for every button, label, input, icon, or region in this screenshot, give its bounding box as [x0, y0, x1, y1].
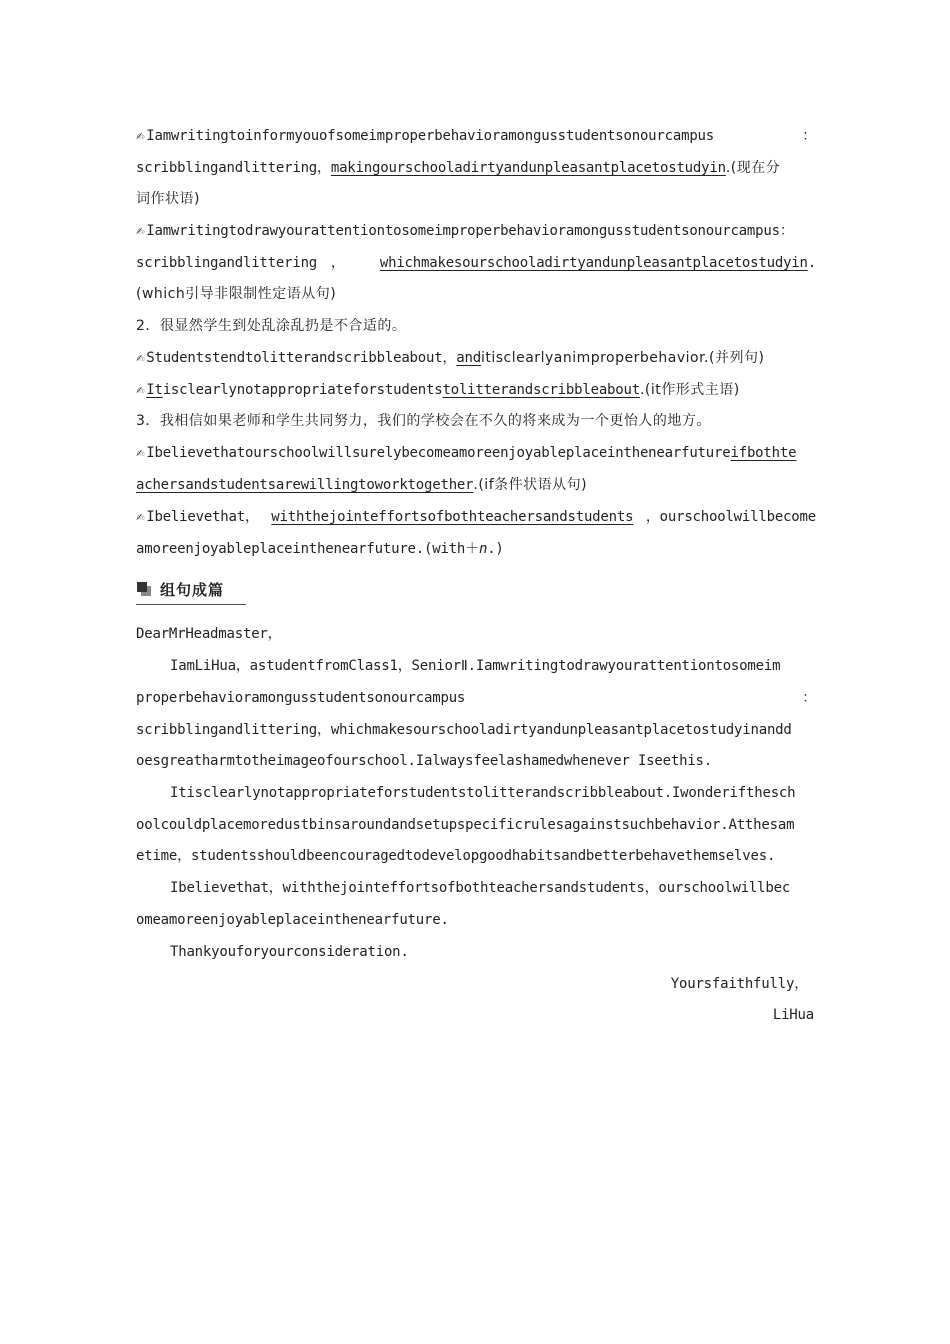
letter-text: properbehavioramongusstudentsonourcampus	[136, 690, 466, 706]
underlined-phrase: withthejointeffortsofbothteachersandstudents	[271, 509, 634, 525]
sentence-2a	[136, 348, 816, 368]
sentence-1a-line-2	[136, 158, 816, 178]
colon: ：	[802, 128, 816, 144]
sentence-text: scribblingandlittering，	[136, 160, 331, 176]
letter-p2-line-2: oolcouldplacemoredustbinsaroundandsetupspecificrulesagainstsuchbehavior.Atthesam	[136, 817, 795, 833]
sentence-text: ，ourschoolwillbecome	[645, 509, 816, 525]
pen-icon: ✍	[136, 223, 145, 239]
sentence-1a-line-1	[136, 126, 816, 146]
underlined-phrase: It	[146, 382, 163, 398]
sentence-2b	[136, 380, 816, 400]
underlined-phrase: tolitterandscribbleabout	[442, 382, 640, 398]
sentence-end: .	[807, 255, 816, 271]
pen-icon: ✍	[136, 509, 145, 525]
sentence-1b-line-2	[136, 253, 816, 273]
sentence-text: isclearlynotappropriateforstudents	[162, 382, 443, 398]
letter-p1-line-3: scribblingandlittering，whichmakesourschooladirtyandunpleasantplacetostudyinandd	[136, 722, 792, 738]
sentence-text: Ibelievethat，	[146, 509, 259, 525]
colon: ：	[802, 690, 816, 706]
letter-salutation: DearMrHeadmaster，	[136, 626, 282, 642]
sentence-1b-line-1	[136, 221, 816, 241]
letter-p1-line-2	[136, 688, 816, 708]
sentence-3b-line-1	[136, 507, 816, 527]
letter-closing: Yoursfaithfully，	[670, 976, 808, 992]
sentence-1b-line-3: (which引导非限制性定语从句)	[136, 286, 337, 302]
underlined-phrase: achersandstudentsarewillingtoworktogether	[136, 477, 474, 493]
letter-p1-line-4: oesgreatharmtotheimageofourschool.Ialwaysfeelashamedwhenever Iseethis.	[136, 753, 713, 769]
sentence-text: itisclearlyanimproperbehavior.(并列句)	[480, 350, 765, 366]
section-heading	[136, 578, 246, 605]
letter-p4: Thankyouforyourconsideration.	[170, 944, 409, 960]
underlined-phrase: makingourschooladirtyandunpleasantplacetostudyin	[330, 160, 726, 176]
sentence-text: amoreenjoyableplaceinthenearfuture.(with＋	[136, 541, 479, 557]
underlined-phrase: and	[456, 350, 481, 366]
sentence-1a-line-3: 词作状语)	[136, 191, 200, 207]
sentence-text: Ibelievethatourschoolwillsurelybecomeamoreenjoyableplaceinthenearfuture	[146, 445, 731, 461]
section-title: 组句成篇	[160, 581, 225, 599]
sentence-text: Studentstendtolitterandscribbleabout，	[146, 350, 457, 366]
sentence-3a-line-2	[136, 475, 816, 495]
grammar-note: .(现在分	[725, 160, 781, 176]
sentence-1a-text: Iamwritingtoinformyouofsomeimproperbehavioramongusstudentsonourcampus	[146, 128, 715, 144]
question-2: 2．很显然学生到处乱涂乱扔是不合适的。	[136, 318, 407, 334]
letter-p2-line-3: etime，studentsshouldbeencouragedtodevelopgoodhabitsandbetterbehavethemselves.	[136, 848, 776, 864]
sentence-3b-line-2	[136, 539, 816, 559]
letter-signature: LiHua	[772, 1007, 814, 1023]
grammar-note: .(if条件状语从句)	[473, 477, 588, 493]
grammar-note: .(it作形式主语)	[639, 382, 740, 398]
sentence-3a-line-1	[136, 443, 816, 463]
underlined-phrase: whichmakesourschooladirtyandunpleasantplacetostudyin	[379, 255, 808, 271]
section-square-icon	[137, 582, 151, 596]
pen-icon: ✍	[136, 350, 145, 366]
sentence-text: scribblingandlittering ，	[136, 255, 345, 271]
letter-p2-line-1: Itisclearlynotappropriateforstudentstolitterandscribbleabout.Iwonderifthesch	[170, 785, 796, 801]
pen-icon: ✍	[136, 128, 145, 144]
pen-icon: ✍	[136, 382, 145, 398]
letter-p3-line-1: Ibelievethat，withthejointeffortsofbothteachersandstudents，ourschoolwillbec	[170, 880, 791, 896]
letter-p3-line-2: omeamoreenjoyableplaceinthenearfuture.	[136, 912, 449, 928]
sentence-end: .)	[487, 541, 504, 557]
question-3: 3．我相信如果老师和学生共同努力，我们的学校会在不久的将来成为一个更怡人的地方。	[136, 413, 711, 429]
letter-p1-line-1: IamLiHua，astudentfromClass1，SeniorⅡ.Iamwritingtodrawyourattentiontosomeim	[170, 658, 781, 674]
underlined-phrase: ifbothte	[730, 445, 797, 461]
italic-n: n	[478, 541, 488, 557]
pen-icon: ✍	[136, 445, 145, 461]
sentence-text: Iamwritingtodrawyourattentiontosomeimproperbehavioramongusstudentsonourcampus：	[146, 223, 794, 239]
